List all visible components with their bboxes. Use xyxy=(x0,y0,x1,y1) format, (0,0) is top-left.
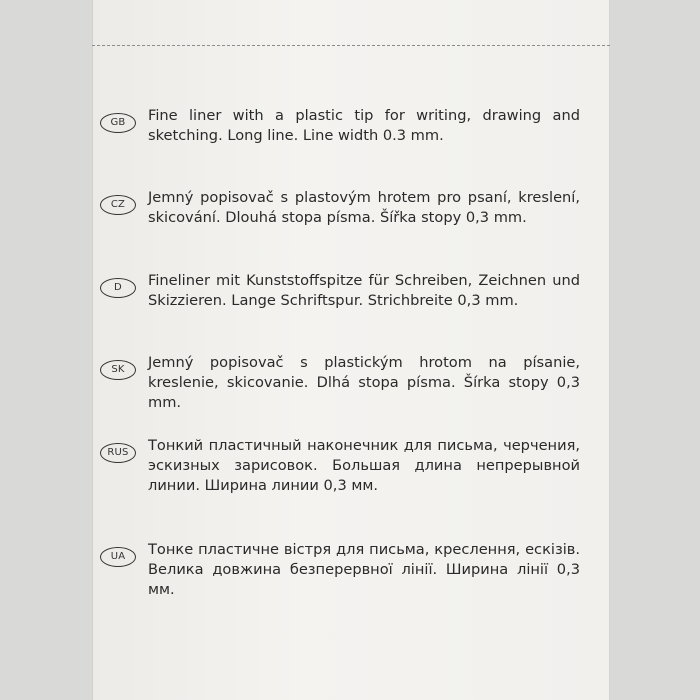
description-gb: Fine liner with a plastic tip for writing, drawing and sketching. Long line. Line width 0.3 mm. xyxy=(148,107,580,144)
instruction-sheet xyxy=(92,0,610,700)
language-badge-cz: CZ xyxy=(100,195,136,215)
language-badge-ua: UA xyxy=(100,547,136,567)
perforation-line xyxy=(92,45,610,46)
description-d: Fineliner mit Kunststoffspitze für Schreiben, Zeichnen und Skizzieren. Lange Schriftspur. Strichbreite 0,3 mm. xyxy=(148,272,580,309)
language-badge-rus: RUS xyxy=(100,443,136,463)
description-ua: Тонке пластичне вістря для письма, креслення, ескізів. Велика довжина безперервної лінії. Ширина лінії 0,3 мм. xyxy=(148,541,580,598)
description-cz: Jemný popisovač s plastovým hrotem pro psaní, kreslení, skicování. Dlouhá stopa písma. Šířka stopy 0,3 mm. xyxy=(148,189,580,226)
description-sk: Jemný popisovač s plastickým hrotom na písanie, kreslenie, skicovanie. Dlhá stopa písma. Šírka stopy 0,3 mm. xyxy=(148,354,580,411)
language-badge-sk: SK xyxy=(100,360,136,380)
description-rus: Тонкий пластичный наконечник для письма, черчения, эскизных зарисовок. Большая длина непрерывной линии. Ширина линии 0,3 мм. xyxy=(148,437,580,494)
language-badge-gb: GB xyxy=(100,113,136,133)
language-badge-d: D xyxy=(100,278,136,298)
